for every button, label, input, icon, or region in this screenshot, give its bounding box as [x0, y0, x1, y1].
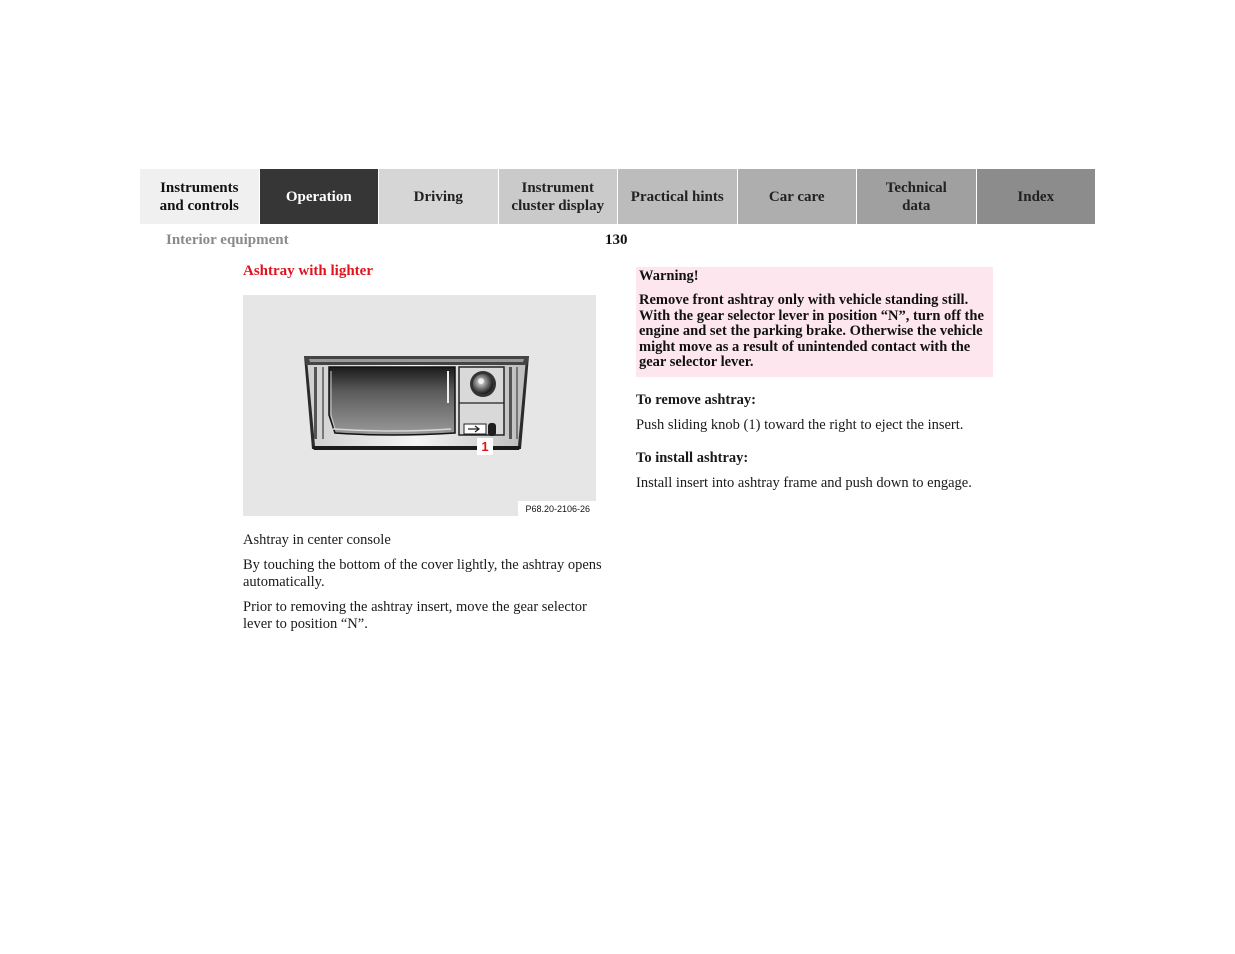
tab-instrument-cluster-display[interactable]: Instrument cluster display	[499, 169, 619, 224]
tab-practical-hints[interactable]: Practical hints	[618, 169, 738, 224]
tab-index[interactable]: Index	[977, 169, 1096, 224]
paragraph-gear-selector: Prior to removing the ashtray insert, move the gear selector lever to position “N”.	[243, 599, 587, 632]
callout-1: 1	[477, 438, 493, 455]
page-number: 130	[605, 232, 628, 248]
warning-body: Remove front ashtray only with vehicle standing still. With the gear selector lever in position “N”, turn off the engine and set the parking brake. Otherwise the vehicle might move as a result of unintended contact with the gear selector lever.	[639, 292, 984, 371]
left-column-text	[243, 532, 603, 641]
remove-ashtray-text: Push sliding knob (1) toward the right to eject the insert.	[636, 417, 964, 433]
install-ashtray-title: To install ashtray:	[636, 450, 749, 466]
tab-operation[interactable]: Operation	[260, 169, 380, 224]
figure-caption: Ashtray in center console	[243, 532, 391, 548]
warning-title: Warning!	[639, 268, 699, 284]
remove-ashtray-title: To remove ashtray:	[636, 392, 757, 408]
ashtray-illustration-icon	[243, 295, 596, 516]
section-label: Interior equipment	[166, 232, 289, 248]
tab-driving[interactable]: Driving	[379, 169, 499, 224]
paragraph-opening: By touching the bottom of the cover lightly, the ashtray opens automatically.	[243, 557, 602, 590]
tab-technical-data[interactable]: Technical data	[857, 169, 977, 224]
tab-instruments-and-controls[interactable]: Instruments and controls	[140, 169, 260, 224]
warning-box	[636, 267, 993, 377]
right-column-text	[636, 392, 993, 500]
tab-car-care[interactable]: Car care	[738, 169, 858, 224]
page-heading: Ashtray with lighter	[243, 263, 373, 279]
install-ashtray-text: Install insert into ashtray frame and push down to engage.	[636, 475, 972, 491]
section-tabs	[140, 169, 1095, 224]
ashtray-figure	[243, 295, 596, 516]
figure-code: P68.20-2106-26	[518, 501, 596, 516]
